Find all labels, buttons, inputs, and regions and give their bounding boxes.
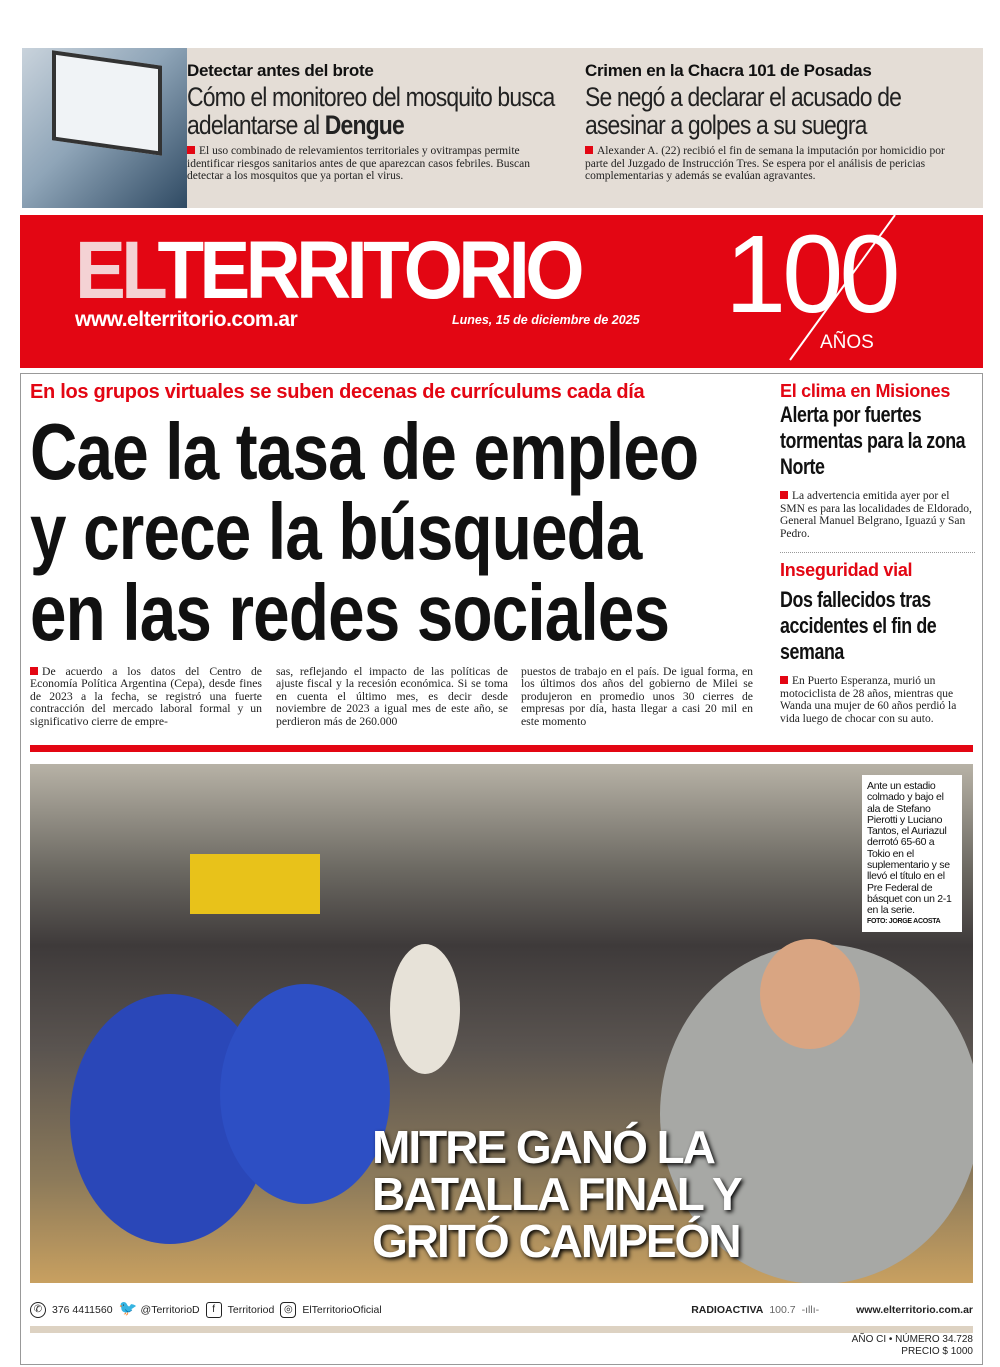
bullet-icon	[585, 146, 593, 154]
facebook-icon[interactable]: f	[206, 1302, 222, 1318]
banner-image	[190, 854, 320, 914]
masthead	[20, 215, 983, 368]
teaser-body-text: Alexander A. (22) recibió el fin de semana la imputación por homicidio por parte del Juzgado de Instrucción Tres. Se espera por el análisis de pericias complementarias y además se evalúan agravantes.	[585, 145, 945, 182]
masthead-url[interactable]: www.elterritorio.com.ar	[75, 308, 298, 331]
sidebar-kicker: El clima en Misiones	[780, 381, 951, 401]
footer-instagram[interactable]: ElTerritorioOficial	[302, 1304, 382, 1316]
bullet-icon	[780, 676, 788, 684]
sidebar-kicker: Inseguridad vial	[780, 560, 913, 580]
lead-column: puestos de trabajo en el país. De igual forma, en los últimos dos años del gobierno de Milei se produjeron en promedio unos 30 cierres de empresas por día, hasta llegar a casi 20 mil en este momento	[521, 665, 753, 728]
footer-phone[interactable]: 376 4411560	[52, 1304, 113, 1316]
sidebar-body-text: En Puerto Esperanza, murió un motociclista de 28 años, mientras que Wanda una mujer de 60 años perdió la vida luego de chocar con su auto.	[780, 675, 957, 725]
red-divider	[30, 745, 973, 752]
footer-twitter[interactable]: @TerritorioD	[140, 1304, 200, 1316]
sidebar-story-clima[interactable]	[780, 380, 975, 540]
sidebar-body	[780, 490, 975, 540]
edition-price: PRECIO $ 1000	[901, 1346, 973, 1357]
teaser-body	[187, 145, 557, 183]
edition-info	[852, 1334, 973, 1358]
teaser-kicker: Crimen en la Chacra 101 de Posadas	[585, 61, 872, 80]
sidebar-story-vial[interactable]	[780, 559, 975, 725]
photo-caption	[862, 775, 962, 932]
sidebar-headline: Dos fallecidos tras accidentes el fin de semana	[780, 587, 937, 664]
sidebar-body	[780, 675, 975, 725]
radio-frequency: 100.7	[769, 1304, 796, 1316]
bullet-icon	[187, 146, 195, 154]
lead-kicker: En los grupos virtuales se suben decenas de currículums cada día	[30, 381, 645, 403]
logo-el: EL	[75, 225, 158, 316]
teaser-body-text: El uso combinado de relevamientos territoriales y ovitrampas permite identificar riesgos sanitarios antes de que aparezcan casos febriles. Buscan detectar a los mosquitos que ya portan el virus.	[187, 145, 530, 182]
bullet-icon	[30, 667, 38, 675]
sound-wave-icon: -ıllı-	[801, 1304, 820, 1316]
bullet-icon	[780, 491, 788, 499]
teaser-headline	[187, 83, 561, 139]
photo-headline-line[interactable]: BATALLA FINAL Y	[372, 1168, 741, 1220]
divider	[780, 552, 975, 553]
teaser-kicker: Detectar antes del brote	[187, 61, 374, 80]
footer-facebook[interactable]: Territoriod	[227, 1304, 275, 1316]
teaser-image	[22, 48, 187, 208]
teaser-headline: Se negó a declarar el acusado de asesinar a golpes a su suegra	[585, 82, 902, 140]
photo-headline-line[interactable]: GRITÓ CAMPEÓN	[372, 1215, 740, 1267]
teaser-body	[585, 145, 960, 183]
teaser-crimen[interactable]	[585, 61, 960, 183]
newspaper-logo[interactable]	[75, 225, 580, 316]
lead-column-text: De acuerdo a los datos del Centro de Economía Política Argentina (Cepa), desde fines de 2023 a la fecha, se registró una fuerte contracción del mercado laboral formal y un significativo cierre de empre-	[30, 665, 262, 728]
fan-image	[390, 944, 460, 1074]
sidebar-body-text: La advertencia emitida ayer por el SMN es para las localidades de Eldorado, General Manuel Belgrano, Iguazú y San Pedro.	[780, 490, 972, 540]
monitor-image	[52, 50, 162, 155]
instagram-icon[interactable]: ◎	[280, 1302, 296, 1318]
radio-logo[interactable]: RADIOACTIVA	[691, 1304, 764, 1316]
player-image	[220, 984, 390, 1204]
teaser-headline-text: Cómo el monitoreo del mosquito busca adelantarse al	[187, 82, 555, 140]
photo-credit: FOTO: JORGE ACOSTA	[867, 917, 941, 925]
whatsapp-icon[interactable]: ✆	[30, 1302, 46, 1318]
anniversary-label: AÑOS	[820, 332, 874, 353]
photo-headline-line[interactable]: MITRE GANÓ LA	[372, 1121, 714, 1173]
fan-face-image	[760, 939, 860, 1049]
sidebar	[780, 380, 975, 725]
footer-url[interactable]: www.elterritorio.com.ar	[856, 1304, 973, 1316]
lead-headline-line[interactable]: en las redes sociales	[30, 568, 670, 657]
lead-headline-line[interactable]: y crece la búsqueda	[30, 487, 642, 576]
logo-territorio: TERRITORIO	[157, 225, 580, 316]
lead-headline-line[interactable]: Cae la tasa de empleo	[30, 407, 699, 496]
twitter-icon[interactable]: 🐦	[118, 1300, 138, 1317]
caption-text: Ante un estadio colmado y bajo el ala de Stefano Pierotti y Luciano Tantos, el Auriazul derrotó 65-60 a Tokio en el suplementario y se llevó el título en el Pre Federal de básquet con un 2-1 en la serie.	[867, 780, 952, 917]
lead-column	[30, 666, 262, 728]
sidebar-headline: Alerta por fuertes tormentas para la zona Norte	[780, 402, 966, 479]
footer-bar	[30, 1300, 973, 1320]
anniversary-logo: 100	[725, 213, 897, 336]
teaser-band	[22, 48, 983, 208]
lead-column: sas, reflejando el impacto de las políticas de ajuste fiscal y la recesión económica. Si se toma en cuenta el último mes, es decir desde noviembre de 2023 a igual mes de este año, se perdieron más de 260.000	[276, 665, 508, 728]
footer-rule	[30, 1326, 973, 1333]
edition-number: AÑO CI • NÚMERO 34.728	[851, 1334, 973, 1345]
teaser-dengue[interactable]	[187, 61, 557, 183]
edition-date: Lunes, 15 de diciembre de 2025	[452, 313, 640, 327]
teaser-headline-bold: Dengue	[324, 110, 404, 140]
